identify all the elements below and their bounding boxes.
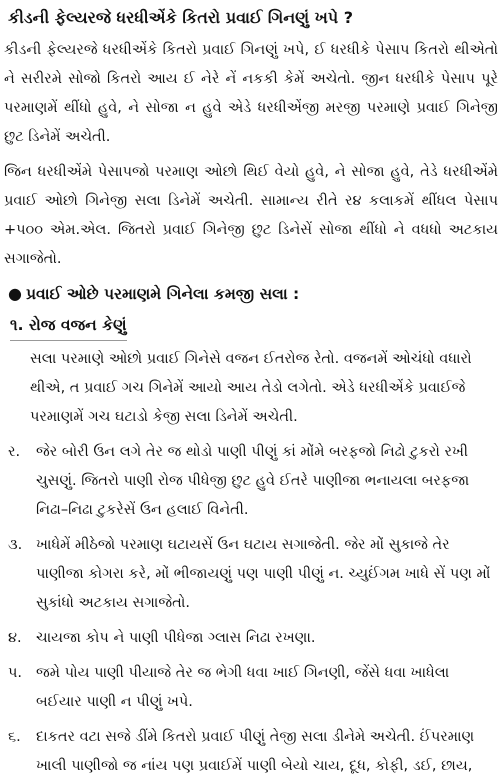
list-item-number: ર.: [8, 444, 21, 460]
intro-paragraph: કીડની ફેલ્યરજે ધરધીએંકે કિતરો પ્રવાઈ ગિનણું ખપે, ઈ ધરધીકે પેસાપ કિતરો થીએતો ને સરીરમે સોજો કિતરો આય ઈ નેરે નેં નકકી કેમેં અચેતો. જીન ધરધીકે પેસાપ પૂરે પરમાણમેં થીંધો હુવે, ને સોજા ન હુવે એડે ધરધીએંજી મરજી પરમાણે પ્રવાઈ ગિનેજી છુટ ડિનેમેં અચેતી.: [4, 42, 498, 145]
list-item: [4, 438, 498, 525]
section-heading: [4, 280, 498, 308]
bullet-icon: ●: [8, 284, 22, 303]
list-item: [4, 531, 498, 618]
list-item: [4, 723, 498, 781]
list-item-text: ચાયજા કોપ ને પાણી પીધેજા ગ્લાસ નિઢા રખણા.: [36, 630, 316, 646]
list-item-text: ખાધેમેં મીઠેજો પરમાણ ઘટાયસેં ઉન ઘટાય સગાજેતી. જેર મોં સુકાજે તેર પાણીજા કોગરા કરે, મોં ભીજાયણું પણ પાણી પીણું ન. ચ્યુઈંગમ ખાધે સેં પણ મોં સુકાંધો અટકાય સગાજેતો.: [36, 537, 491, 611]
list-item-number: ૩.: [8, 537, 23, 553]
list-item-number: ૪.: [8, 630, 22, 646]
list-item: [4, 659, 498, 717]
list-item: [4, 624, 498, 653]
list-item-number: ૬.: [8, 729, 21, 745]
section-heading-text: પ્રવાઈ ઓછે પરમાણમે ગિનેલા કમજી સલા :: [26, 285, 300, 303]
second-paragraph: જિન ધરધીએંમે પેસાપજો પરમાણ ઓછો થિઈ વેયો હુવે, ને સોજા હુવે, તેડે ધરધીએંમે પ્રવાઈ ઓછો ગિનેજી સલા ડિનેમેં અચેતી. સામાન્ય રીતે ર૪ કલાકમેં થીંધલ પેસાપ +પ૦૦ એમ.એલ. જિતરો પ્રવાઈ ગિનેજી છુટ ડિનેસેં સોજા થીંધો ને વધધો અટકાય સગાજેતો.: [4, 164, 498, 267]
list-item-text: જેર બોરી ઉન લગે તેર જ થોડો પાણી પીણું કાં મોંમે બરફજો નિઢો ટુકરો રખી ચુસણું. જિતરો પાણી રોજ પીધેજી છુટ હુવે ઈતરે પાણીજા ભનાયલા બરફજા નિઢા–નિઢા ટુકરેસેં ઉન હલાઈ વિનેતી.: [36, 444, 470, 518]
sub-paragraph: સલા પરમાણે ઓછો પ્રવાઈ ગિનેસે વજન ઈતરોજ રેતો. વજનમેં ઓચંધો વધારો થીએ, ત પ્રવાઈ ગચ ગિનેમેં આયો આય તેડો લગેતો. એડે ધરધીએંકે પ્રવાઈજે પરમાણમેં ગચ ઘટાડો કેજી સલા ડિનેમેં અચેતી.: [30, 351, 472, 425]
sub-heading: ૧. રોજ વજન કેણું: [10, 312, 127, 341]
list-item-number: પ.: [8, 665, 23, 681]
list-item-text: જમે પોય પાણી પીયાજે તેર જ ભેગી ધવા ખાઈ ગિનણી, જેંસે ધવા ખાધેલા બઈયાર પાણી ન પીણું ખપે.: [36, 665, 450, 710]
page-title: કીડની ફેલ્યરજે ધરધીએંકે કિતરો પ્રવાઈ ગિનણું ખપે ?: [8, 8, 354, 27]
list-item-text: દાકતર વટા સજે ડીંમે કિતરો પ્રવાઈ પીણું તેજી સલા ડીનેમે અચેતી. ઈંપરમાણ ખાલી પાણીજો જ નાંય પણ પ્રવાઈમેં પાણી બેયો ચાય, દૂધ, કોફી, ડઈ, છાય,: [36, 729, 475, 774]
